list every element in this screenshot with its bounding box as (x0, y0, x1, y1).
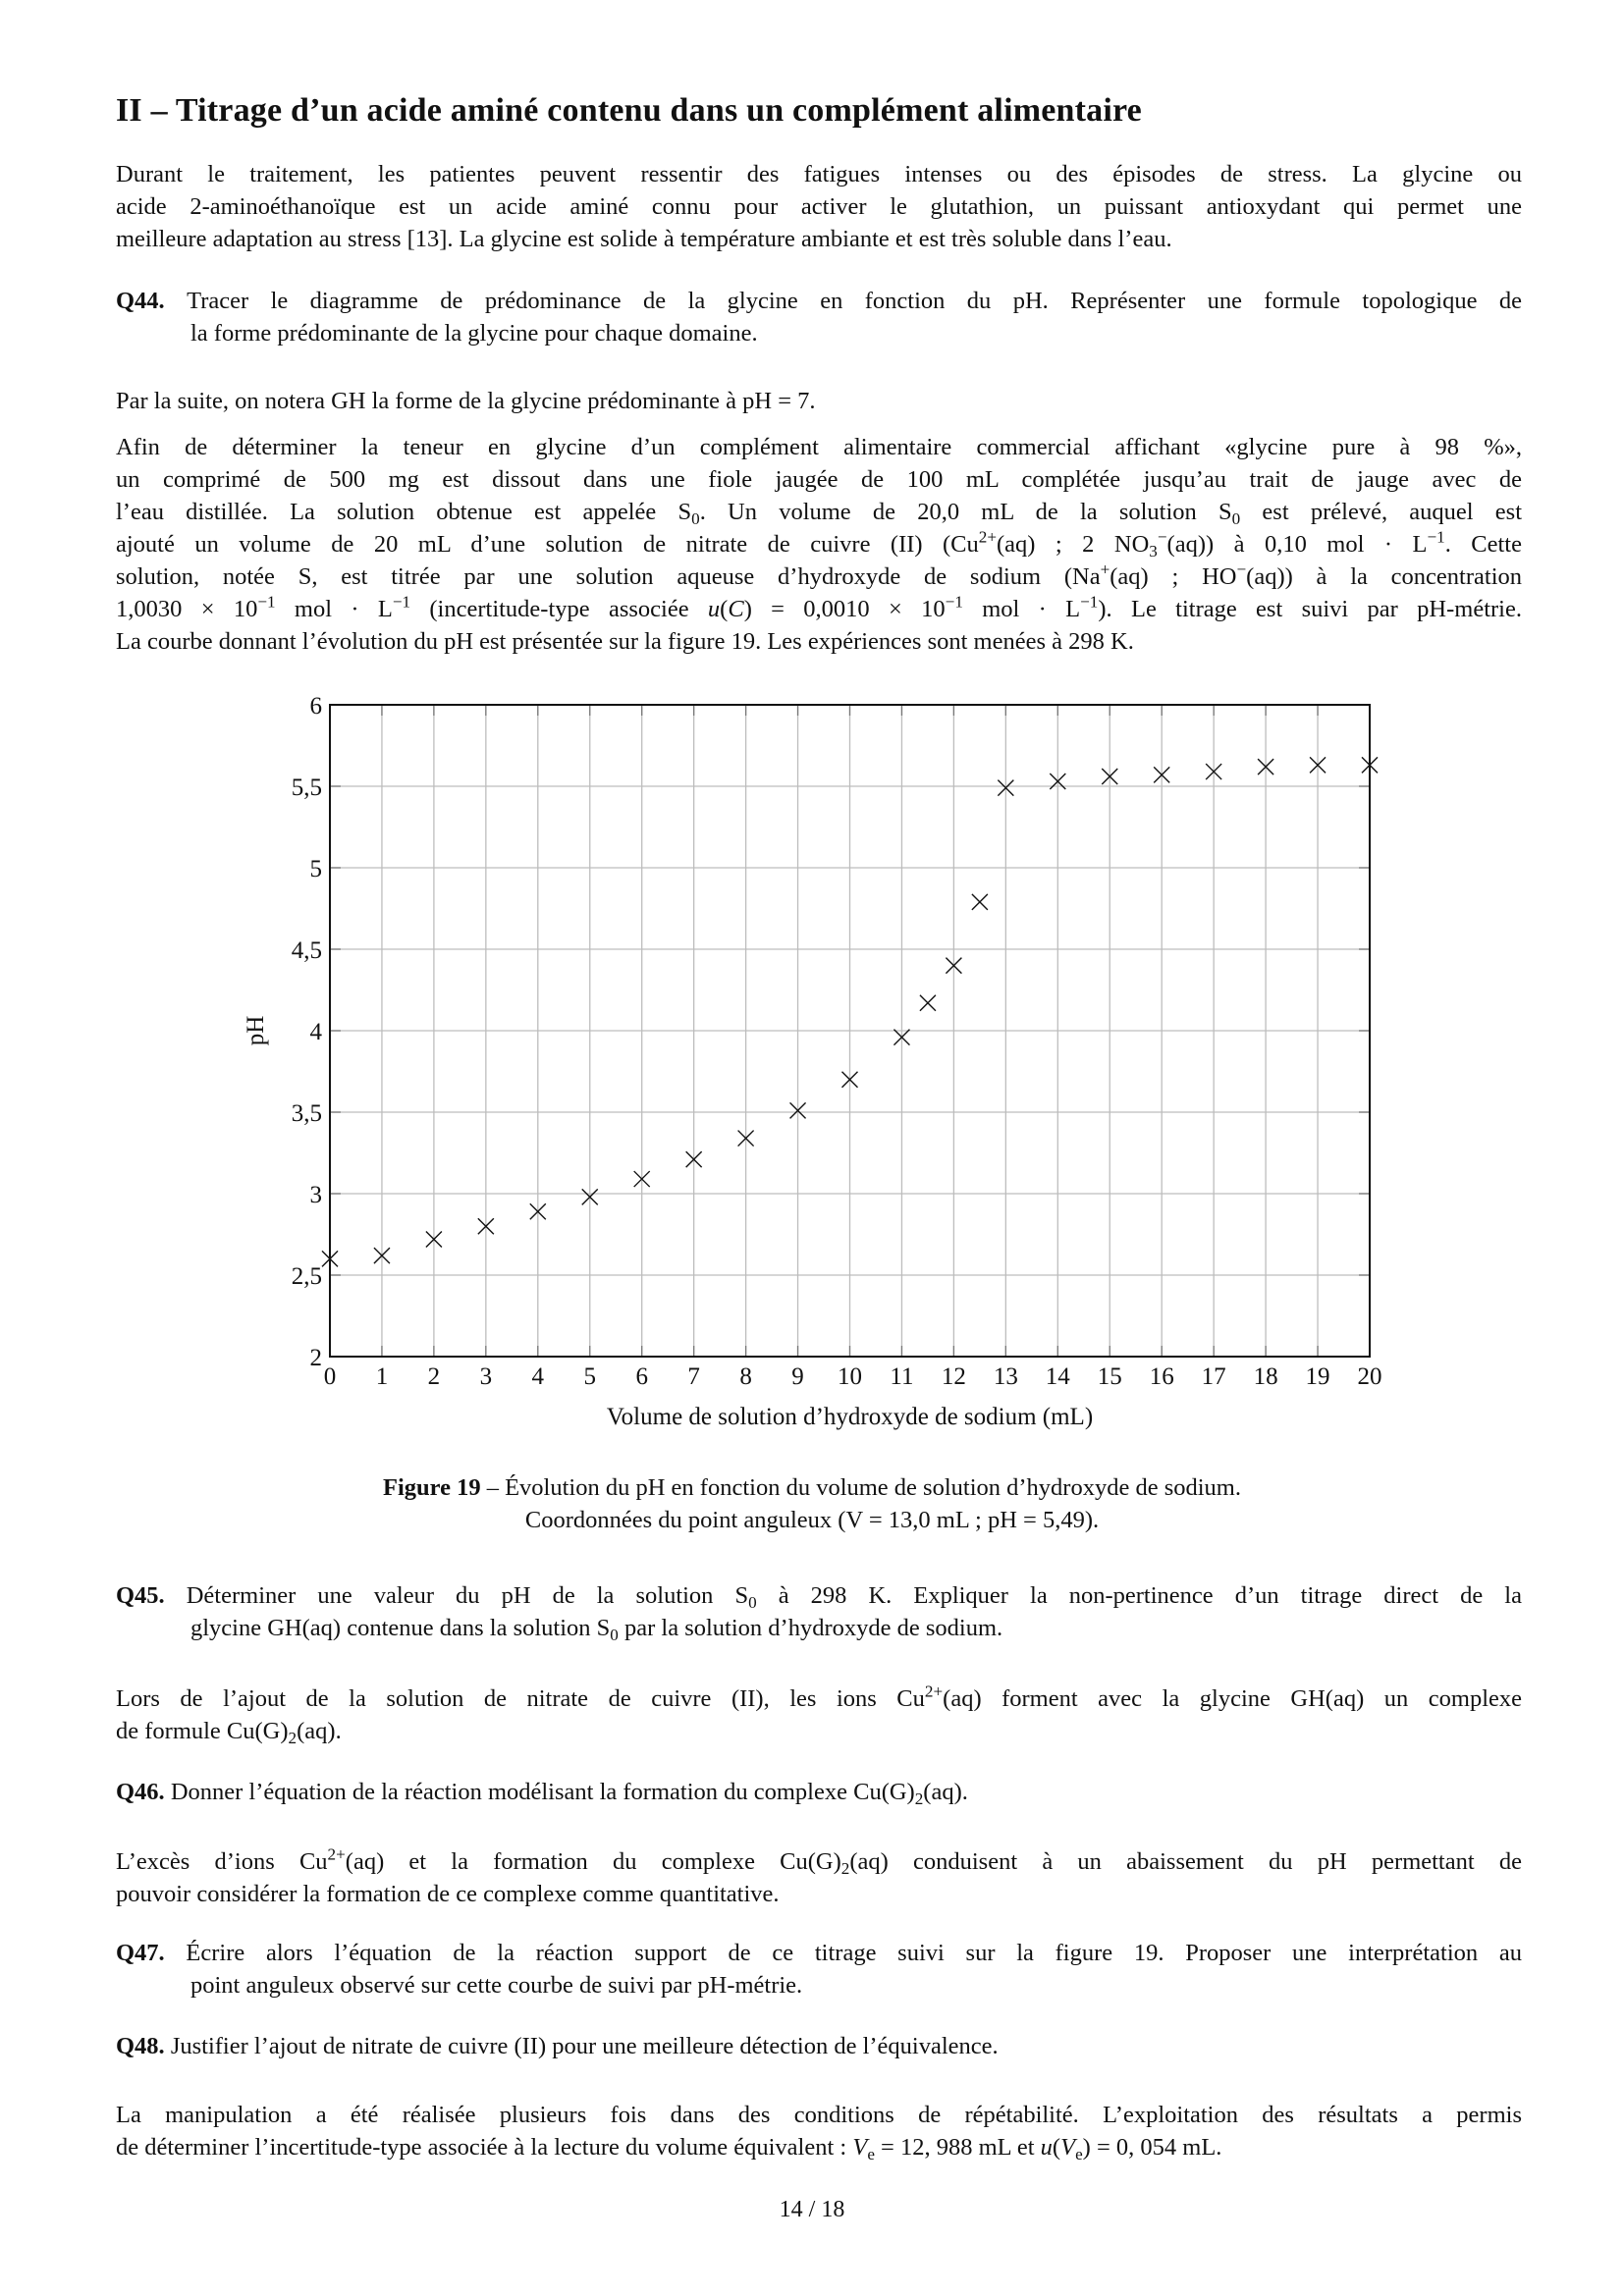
question-text-line: glycine GH(aq) contenue dans la solution $S_0$ par la solution d’hydroxyde de sodium. (190, 1615, 1003, 1645)
data-point-x-marker (1362, 757, 1378, 773)
x-tick-label: 16 (1149, 1363, 1174, 1390)
data-point-x-marker (790, 1102, 806, 1118)
figure-caption-text: – Évolution du pH en fonction du volume de solution d’hydroxyde de sodium. (480, 1474, 1241, 1501)
data-point-x-marker (634, 1171, 650, 1187)
x-tick-label: 3 (479, 1363, 493, 1390)
x-tick-label: 15 (1097, 1363, 1122, 1390)
data-point-x-marker (1206, 764, 1221, 779)
x-tick-label: 2 (427, 1363, 441, 1390)
paragraph-line: de déterminer l’incertitude-type associée à la lecture du volume équivalent : $V_e = 12$, 988 mL et $u(V_e) = 0$, 054 mL. (116, 2134, 1222, 2164)
section-title: II – Titrage d’un acide aminé contenu dans un complément alimentaire (116, 92, 1142, 129)
data-point-x-marker (1310, 757, 1326, 773)
paragraph-line: pouvoir considérer la formation de ce complexe comme quantitative. (116, 1881, 780, 1907)
y-tick-label: 3 (309, 1182, 322, 1208)
x-tick-label: 12 (941, 1363, 966, 1390)
y-tick-label: 5 (309, 856, 322, 882)
data-point-x-marker (998, 780, 1013, 796)
x-tick-label: 10 (838, 1363, 862, 1390)
x-tick-label: 17 (1201, 1363, 1226, 1390)
question-text-line: Q46. Donner l’équation de la réaction modélisant la formation du complexe $Cu(G)_2(aq)$. (116, 1779, 968, 1809)
data-point-x-marker (972, 894, 988, 910)
x-tick-label: 6 (635, 1363, 648, 1390)
data-point-x-marker (1258, 759, 1273, 774)
x-tick-label: 20 (1357, 1363, 1382, 1390)
paragraph-line: Afin de déterminer la teneur en glycine d’un complément alimentaire commercial affichant «glycine pure à 98 %», (116, 434, 1522, 460)
data-point-x-marker (1154, 767, 1169, 782)
paragraph-line: acide 2-aminoéthanoïque est un acide aminé connu pour activer le glutathion, un puissant antioxydant qui permet une (116, 193, 1522, 220)
data-point-x-marker (738, 1131, 754, 1147)
x-tick-label: 9 (791, 1363, 804, 1390)
y-tick-label: 5,5 (291, 774, 322, 801)
figure-caption-line2: Coordonnées du point anguleux (V = 13,0 mL ; pH = 5,49). (524, 1507, 1100, 1533)
paragraph-line: un comprimé de 500 mg est dissout dans une fiole jaugée de 100 mL complétée jusqu’au trait de jauge avec de (116, 466, 1522, 493)
paragraph-line: $1,0030 \times 10^{-1}$ mol · $L^{-1}$ (incertitude-type associée $u(C) = 0,0010 \times 10^{-1}$ mol · $L^{-1}$). Le titrage est suivi par pH-métrie. (116, 592, 1522, 622)
y-tick-label: 3,5 (291, 1100, 322, 1127)
data-point-x-marker (530, 1203, 546, 1219)
x-tick-label: 5 (583, 1363, 596, 1390)
data-point-x-marker (1050, 774, 1065, 789)
question-text-line: Q45. Déterminer une valeur du pH de la solution $S_0$ à 298 K. Expliquer la non-pertinence d’un titrage direct de la (116, 1582, 1522, 1613)
data-point-x-marker (322, 1251, 338, 1266)
x-tick-label: 4 (531, 1363, 545, 1390)
data-point-x-marker (686, 1151, 702, 1167)
paragraph-line: La manipulation a été réalisée plusieurs fois dans des conditions de répétabilité. L’exploitation des résultats a permis (116, 2102, 1522, 2128)
x-axis-label: Volume de solution d’hydroxyde de sodium (mL) (606, 1404, 1094, 1430)
data-point-x-marker (582, 1189, 598, 1204)
data-point-x-marker (1102, 769, 1117, 784)
x-tick-label: 18 (1253, 1363, 1278, 1390)
question-text-line: Q47. Écrire alors l’équation de la réaction support de ce titrage suivi sur la figure 19. Proposer une interprétation au (116, 1940, 1522, 1966)
data-point-x-marker (946, 958, 961, 974)
y-axis-label: pH (243, 1015, 269, 1046)
paragraph-line: L’excès d’ions $Cu^{2+}(aq)$ et la formation du complexe $Cu(G)_2(aq)$ conduisent à un abaissement du pH permettant de (116, 1844, 1522, 1879)
plot-frame (330, 705, 1370, 1357)
y-tick-label: 2,5 (291, 1263, 322, 1290)
y-tick-label: 6 (309, 693, 322, 720)
paragraph-line: Durant le traitement, les patientes peuvent ressentir des fatigues intenses ou des épisodes de stress. La glycine ou (116, 161, 1522, 187)
x-tick-label: 8 (739, 1363, 752, 1390)
question-text-line: Q44. Tracer le diagramme de prédominance de la glycine en fonction du pH. Représenter une formule topologique de (116, 288, 1522, 314)
y-tick-label: 4,5 (291, 937, 322, 964)
question-label: Q46. (116, 1779, 171, 1805)
question-text-line: la forme prédominante de la glycine pour chaque domaine. (190, 320, 758, 347)
x-tick-label: 7 (687, 1363, 700, 1390)
paragraph-line: Par la suite, on notera GH la forme de la glycine prédominante à pH = 7. (116, 388, 816, 414)
question-label: Q47. (116, 1940, 187, 1966)
data-point-x-marker (893, 1030, 909, 1045)
data-point-x-marker (426, 1231, 442, 1247)
data-point-x-marker (478, 1218, 494, 1234)
paragraph-line: Lors de l’ajout de la solution de nitrate de cuivre (II), les ions $Cu^{2+}(aq)$ forment avec la glycine GH(aq) un complexe (116, 1682, 1522, 1712)
question-text-line: point anguleux observé sur cette courbe de suivi par pH-métrie. (190, 1972, 803, 1999)
paragraph-line: La courbe donnant l’évolution du pH est présentée sur la figure 19. Les expériences sont menées à 298 K. (116, 628, 1134, 655)
x-tick-label: 11 (890, 1363, 914, 1390)
paragraph-line: de formule $Cu(G)_2(aq)$. (116, 1718, 342, 1748)
figure-label: Figure 19 (383, 1474, 481, 1501)
y-tick-label: 4 (309, 1019, 322, 1045)
x-tick-label: 19 (1305, 1363, 1330, 1390)
figure-caption-line1 (0, 1473, 1624, 1503)
x-tick-label: 13 (993, 1363, 1018, 1390)
paragraph-line: ajouté un volume de 20 mL d’une solution de nitrate de cuivre (II) ($Cu^{2+}(aq)$ ; 2 $NO_3^-(aq)$) à 0,10 mol · $L^{-1}$. Cette (116, 527, 1522, 561)
question-text-line: Q48. Justifier l’ajout de nitrate de cuivre (II) pour une meilleure détection de l’équivalence. (116, 2033, 999, 2059)
x-tick-label: 0 (323, 1363, 337, 1390)
data-point-x-marker (920, 995, 936, 1011)
question-label: Q44. (116, 288, 188, 314)
question-label: Q48. (116, 2033, 171, 2059)
y-tick-label: 2 (309, 1345, 322, 1371)
data-point-x-marker (842, 1072, 858, 1088)
paragraph-line: solution, notée S, est titrée par une solution aqueuse d’hydroxyde de sodium (Na+(aq) ; HO−(aq)) à la concentration (116, 560, 1523, 590)
x-tick-label: 1 (375, 1363, 389, 1390)
data-point-x-marker (374, 1248, 390, 1263)
question-label: Q45. (116, 1582, 187, 1609)
paragraph-line: meilleure adaptation au stress [13]. La glycine est solide à température ambiante et est très soluble dans l’eau. (116, 226, 1172, 252)
paragraph-line: l’eau distillée. La solution obtenue est appelée $S_0$. Un volume de 20,0 mL de la solution $S_0$ est prélevé, auquel est (116, 499, 1523, 529)
x-tick-label: 14 (1045, 1363, 1070, 1390)
page-number: 14 / 18 (779, 2197, 845, 2222)
